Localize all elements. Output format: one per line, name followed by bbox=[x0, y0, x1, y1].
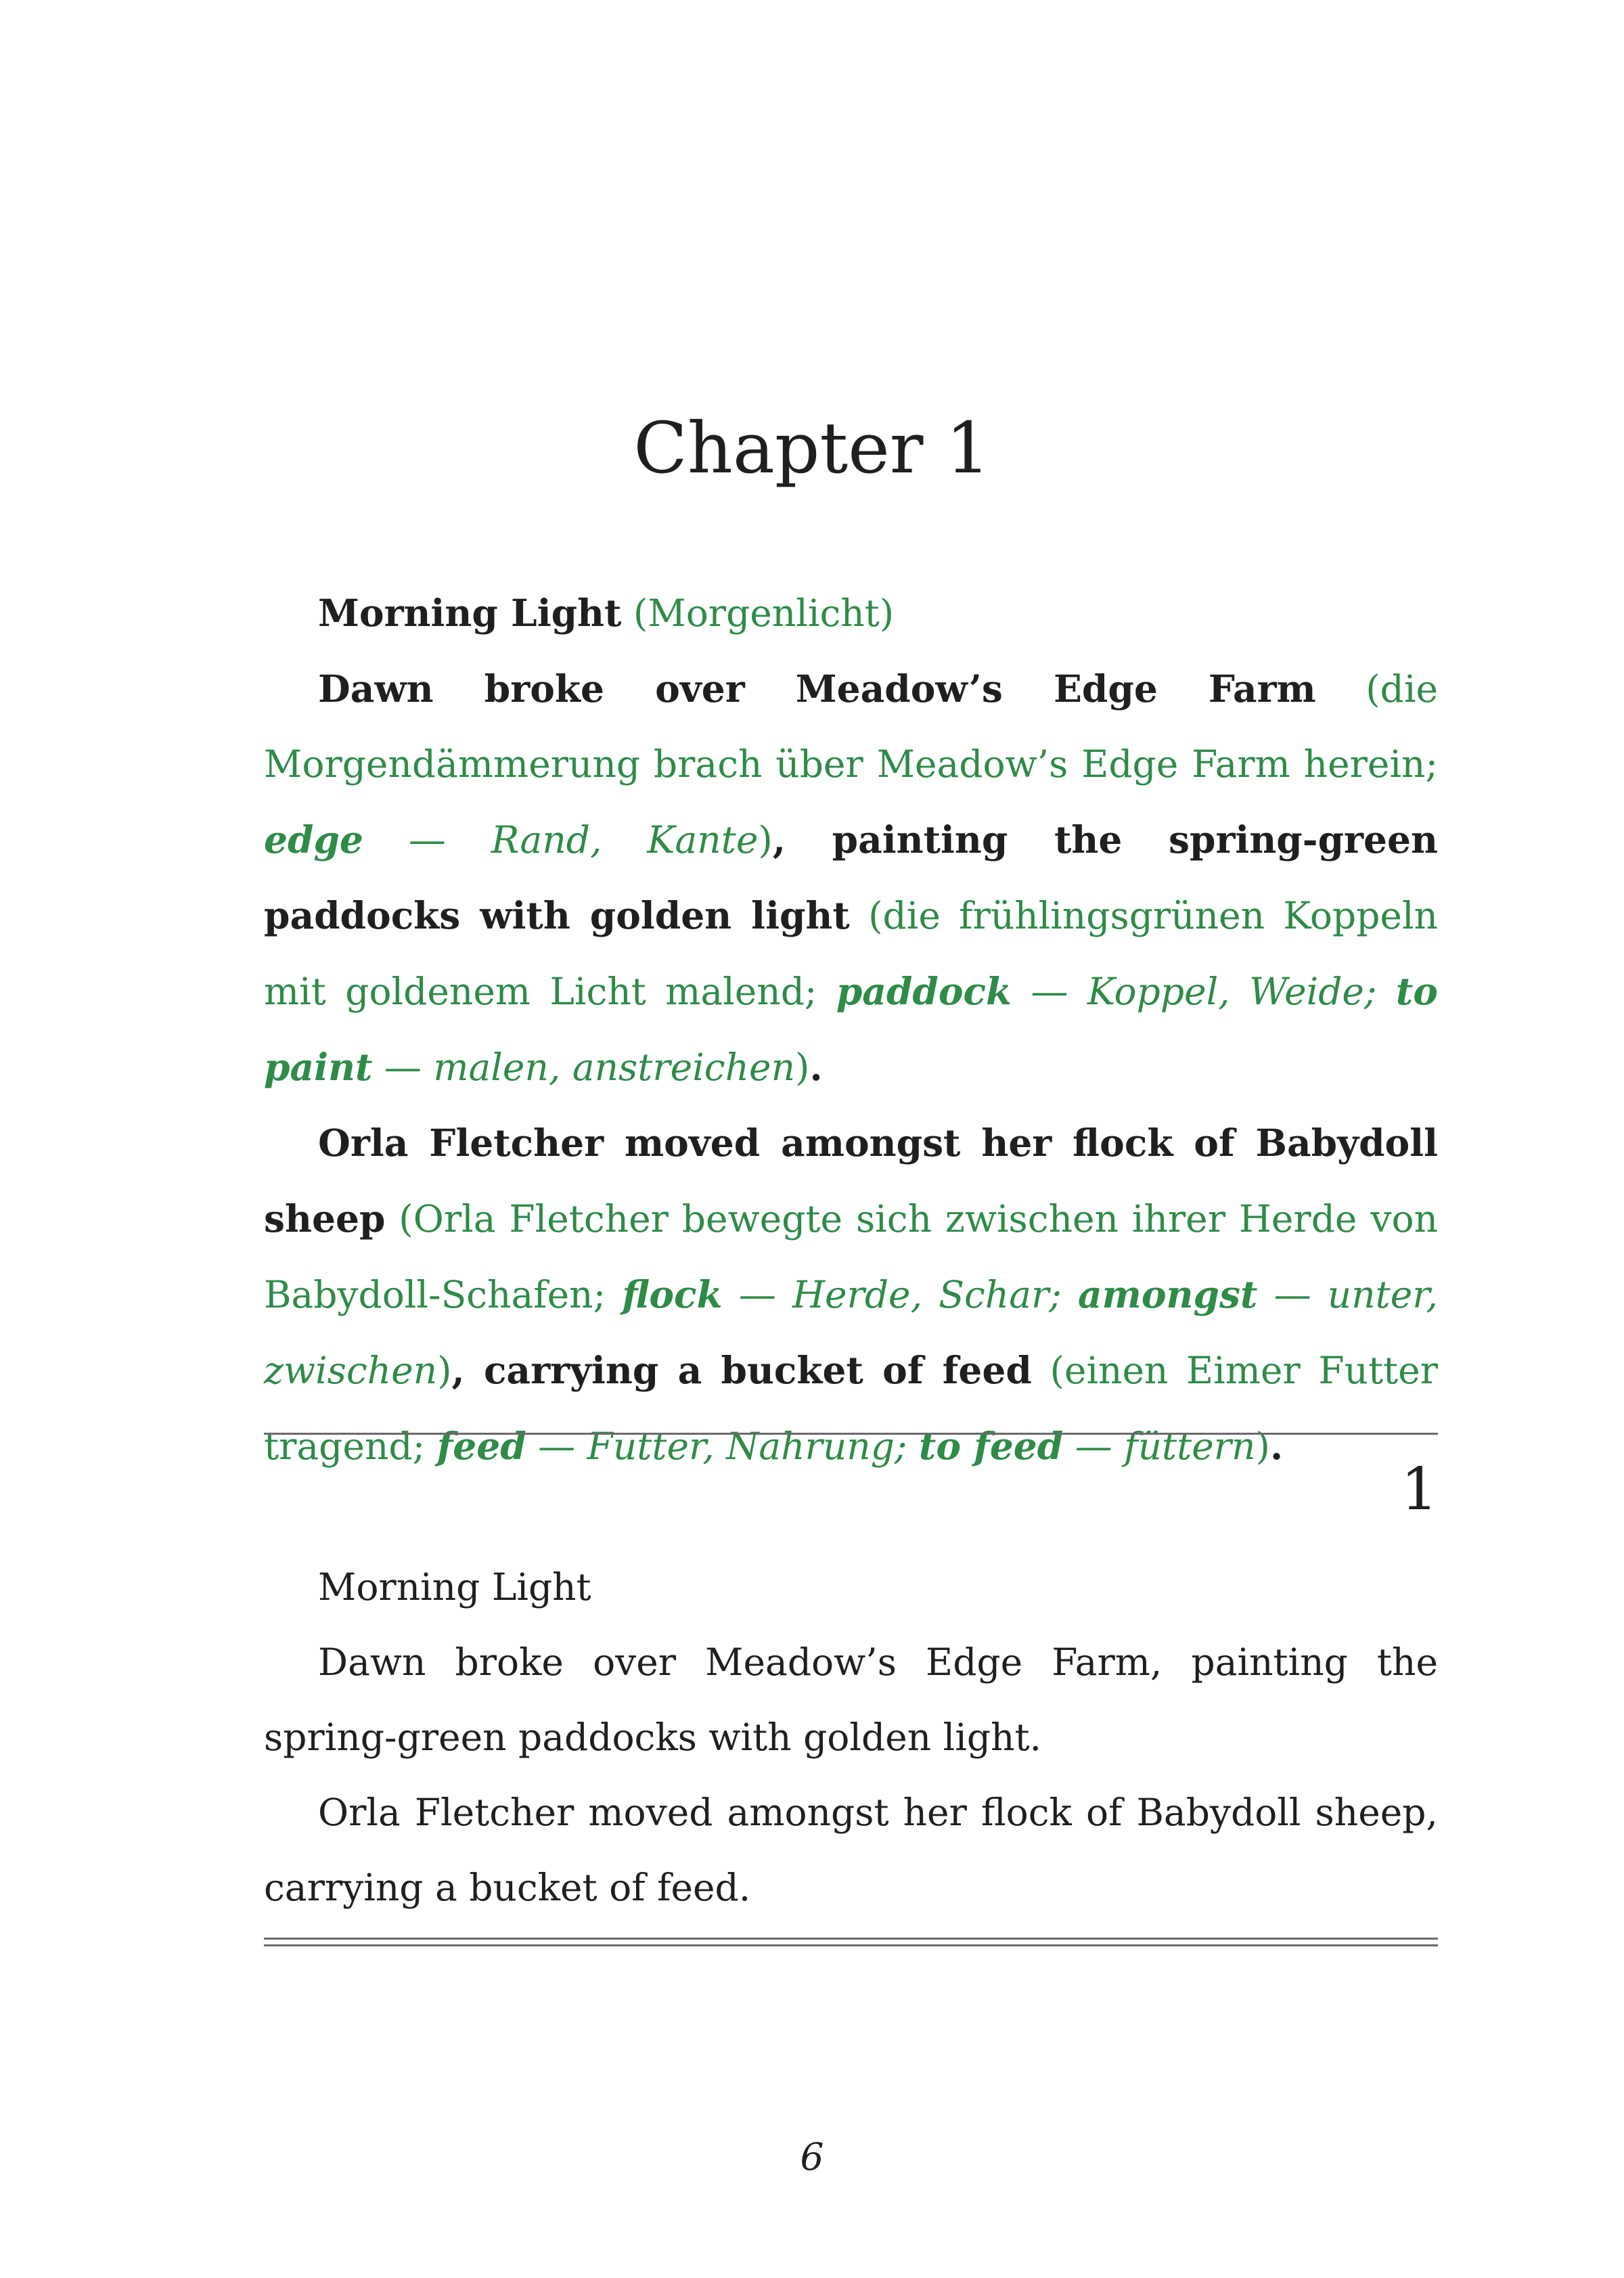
gloss-headword: flock bbox=[622, 1272, 723, 1316]
section-divider bbox=[264, 1433, 1438, 1435]
english-phrase: , painting the spring-green paddocks with golden light bbox=[264, 818, 1438, 937]
gloss-translation: — Rand, Kante bbox=[363, 818, 759, 862]
gloss-text: (die Morgendämmerung brach über Meadow’s Edge Farm herein; bbox=[264, 667, 1439, 786]
gloss-headword: feed bbox=[436, 1424, 526, 1468]
plain-paragraph-1: Morning Light bbox=[318, 1565, 591, 1609]
gloss-translation: — malen, anstreichen bbox=[372, 1046, 795, 1089]
german-gloss: (Morgenlicht) bbox=[633, 591, 895, 635]
gloss-translation: — unter, zwischen bbox=[264, 1273, 1438, 1392]
gloss-text: (die frühlingsgrünen Koppeln mit goldenem Licht malend; bbox=[264, 894, 1438, 1013]
english-phrase: Morning Light bbox=[318, 591, 622, 635]
gloss-headword: amongst bbox=[1078, 1272, 1258, 1316]
sentence-end: . bbox=[809, 1045, 823, 1089]
gloss-close: ) bbox=[437, 1349, 452, 1392]
gloss-close: ) bbox=[795, 1046, 810, 1089]
plain-text bbox=[264, 1550, 1438, 1925]
sentence-end: . bbox=[1269, 1424, 1284, 1468]
gloss-translation: — Futter, Nahrung; bbox=[526, 1425, 919, 1468]
plain-paragraph-3: Orla Fletcher moved amongst her flock of Babydoll sheep, carrying a bucket of feed. bbox=[264, 1791, 1438, 1909]
plain-paragraph-2: Dawn broke over Meadow’s Edge Farm, painting the spring-green paddocks with golden light. bbox=[264, 1640, 1438, 1759]
gloss-translation: — Koppel, Weide; bbox=[1012, 970, 1396, 1013]
annotated-paragraph-2 bbox=[264, 651, 1438, 1105]
gloss-close: ) bbox=[758, 818, 773, 862]
gloss-text: (Orla Fletcher bewegte sich zwischen ihrer Herde von Babydoll-Schafen; bbox=[264, 1197, 1438, 1316]
annotated-paragraph-3 bbox=[264, 1105, 1438, 1484]
annotated-text bbox=[264, 575, 1438, 1484]
gloss-text: (einen Eimer Futter tragend; bbox=[264, 1349, 1438, 1468]
chapter-title: Chapter 1 bbox=[633, 406, 991, 489]
gloss-translation: — füttern bbox=[1063, 1425, 1256, 1468]
gloss-headword: paddock bbox=[836, 969, 1012, 1013]
page-number: 6 bbox=[800, 2135, 824, 2179]
gloss-translation: — Herde, Schar; bbox=[722, 1273, 1079, 1316]
english-phrase: Orla Fletcher moved amongst her flock of Babydoll sheep bbox=[264, 1121, 1438, 1241]
section-number: 1 bbox=[1401, 1456, 1438, 1523]
gloss-headword: edge bbox=[264, 818, 363, 862]
double-divider bbox=[264, 1938, 1438, 1946]
english-phrase: , carrying a bucket of feed bbox=[451, 1348, 1032, 1392]
annotated-paragraph-1 bbox=[264, 575, 1438, 651]
gloss-headword: to paint bbox=[264, 969, 1438, 1089]
english-phrase: Dawn broke over Meadow’s Edge Farm bbox=[318, 667, 1316, 711]
gloss-close: ) bbox=[1255, 1425, 1270, 1468]
gloss-headword: to feed bbox=[918, 1424, 1064, 1468]
